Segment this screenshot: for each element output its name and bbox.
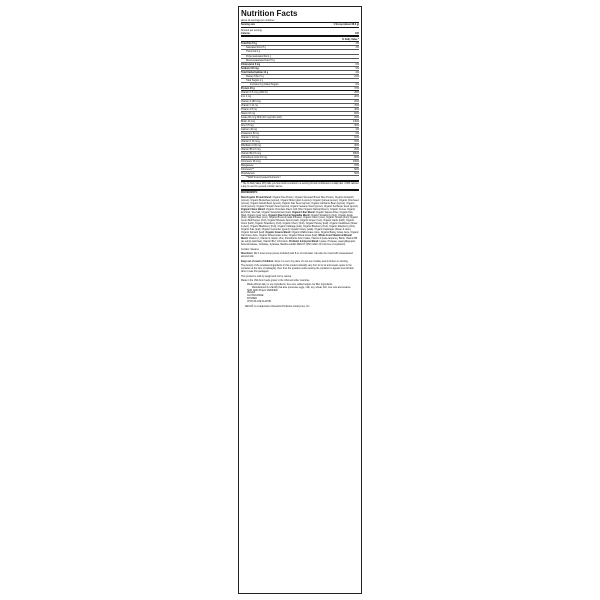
nutrient-daily-value: 0% xyxy=(355,82,359,86)
nutrient-label: Vitamin K 16 mcg xyxy=(241,139,260,143)
nutrient-daily-value: 20% xyxy=(354,95,359,99)
ingredient-blend-text: Organic Pea Protein, Organic Sprouted Brown Rice Protein, Organic Amaranth (sprout), Organic Buckwheat (sprout), Organic Millet (grain & sprout), Organic Quinoa (sprout), Organic Chia Seed (sprout), Organic Adzuki Bean (sprout), Organic Flax Seed (sprout), Organic Garbanzo Bean (sprout), Organic Lentil (sprout), Organic Pumpkin Seed (sprout), Organic Sesame Seed (sprout), Organic Sunflower Seed (sprout). xyxy=(241,196,359,208)
nutrition-facts-title: Nutrition Facts xyxy=(241,9,298,18)
ingredient-blend-name: Organic Raw Fruit & Vegetable Blend: xyxy=(268,214,311,217)
nutrient-label: Saturated Fat 0.5 g xyxy=(246,46,267,50)
ingredient-blend-text: Organic Strawberry (fruit), Organic Apple (fruit), Organic Beet (root), Organic Broccoli (stalk & flower), Organic Carrot (root), Organic Tomato (fruit), Organic Green Bell Pepper (fruit), Organic Brussels Sprout (leaf), Organic Ginger (root), Organic Garlic (bulb), Organic Onion (bulb), Organic Strawberry (fruit), Organic Cherry (fruit), Organic Parsley (leaf), Organic Cauliflower (flower & stem), Organic Blackberry (fruit), Organic Cabbage (leaf), Organic Blueberry (fruit), Organic Raspberry (fruit), Organic Kale (leaf), Organic Cucumber (gourd), Organic Celery (stalk), Organic Asparagus (flower & stem), Organic Spinach (leaf). xyxy=(241,214,358,235)
nutrient-label: Potassium 50 mg xyxy=(241,131,260,135)
nutrient-daily-value: 20% xyxy=(354,99,359,103)
nutrient-daily-value: 30% xyxy=(354,123,359,127)
nutrient-daily-value: 50% xyxy=(354,172,359,176)
nutrient-label: Niacin 10 mg xyxy=(241,111,255,115)
thick-divider xyxy=(241,189,359,191)
nutrient-daily-value: 20% xyxy=(354,148,359,152)
nutrient-row xyxy=(241,175,359,179)
ingredient-blend-text: Organic Tapioca Fiber, Organic Flax Meal, Organic Guar Gum. xyxy=(241,211,353,217)
nutrient-daily-value: 30% xyxy=(354,144,359,148)
nutrient-daily-value: 0% xyxy=(355,131,359,135)
sold-by-weight-note: This product is sold by weight and not by volume. xyxy=(241,275,292,278)
daily-value-footnote: * The % Daily Value (DV) tells you how much a nutrient in a serving of food contributes to a daily diet. 2,000 calories a day is used for general nutrition advice. xyxy=(241,182,359,188)
nutrient-label: Iron 4 mg xyxy=(241,95,252,99)
nutrient-label: Vitamin B6 0.3 mg xyxy=(241,148,261,152)
made-in-note: Made in the USA from foods grown in the USA and other countries. xyxy=(241,280,310,283)
daily-value-header: % Daily Value * xyxy=(341,37,359,41)
feature-text: GLUTEN-FREE xyxy=(247,295,264,298)
nutrient-label: Vitamin D 5 mcg (200 IU) xyxy=(241,91,268,95)
nutrient-label: Trans Fat 0 g xyxy=(246,50,261,54)
nutrient-label: Molybdenum xyxy=(241,172,255,176)
nutrient-daily-value: 9% xyxy=(355,66,359,70)
nutrient-label: Folate 60 mcg DFE (40 mcg folic acid) xyxy=(241,115,282,119)
serving-size-row xyxy=(241,22,359,26)
calories-row xyxy=(241,32,359,35)
nutrient-label: Dietary Fiber 6 g xyxy=(246,74,264,78)
nutrient-rows xyxy=(241,41,359,179)
nutrient-row xyxy=(241,86,359,90)
calories-label: Calories xyxy=(241,31,251,35)
nutrient-label: Total Fat 2.5 g xyxy=(241,42,257,46)
serving-size-value: 1 Scoop (about 38.6 g) xyxy=(333,23,359,26)
nutrient-label: Vitamin A 180 mcg xyxy=(241,99,261,103)
nutrient-daily-value: 15% xyxy=(354,164,359,168)
nutrient-label: Vitamin C 10 mg xyxy=(241,135,259,139)
nutrient-label: Total Sugars 2 g xyxy=(246,78,264,82)
ingredient-blend-text: Lipase, Protease, aspergillopepsin, beta-Glucanase, Cellulase, Xylanase, Bacillus subtilis DE111® (250 million CFU at time of expiration). xyxy=(241,241,356,247)
nutrient-label: Riboflavin 0.36 mg xyxy=(241,144,261,148)
amount-per-serving: Amount per serving xyxy=(241,28,262,32)
ingredient-blend-name: Organic Greens Blend: xyxy=(265,232,291,235)
nutrient-daily-value: 21% xyxy=(354,74,359,78)
nutrient-daily-value: 40% xyxy=(354,107,359,111)
ingredient-blend-name: Probiotic & Enzyme Blend: xyxy=(289,241,319,244)
directions-heading: Directions: xyxy=(241,253,254,256)
nutrient-daily-value: 90% xyxy=(354,156,359,160)
nutrient-label: Thiamin 0.5 mg xyxy=(241,107,258,111)
serving-size-label: Serving size xyxy=(241,23,255,26)
nutrition-facts-label xyxy=(238,6,362,594)
nutrient-daily-value: 60% xyxy=(354,168,359,172)
nutrient-daily-value: 25% xyxy=(354,91,359,95)
nutrient-label: Polyunsaturated Fat 1 g xyxy=(246,54,272,58)
ingredient-blend-name: Organic Fiber Blend: xyxy=(291,211,316,214)
feature-list xyxy=(241,284,359,305)
nutrient-daily-value: 37% xyxy=(354,86,359,90)
nutrient-daily-value: 70% xyxy=(354,103,359,107)
ingredient-blend-text: Organic Chocolate Flavor with Other Organic Natural Flavors, Organic Cocoa, Organic Erythritol, Sea Salt, Organic Stevia Extract (leaf). xyxy=(241,208,356,214)
nutrient-daily-value: 3% xyxy=(355,42,359,46)
nutrient-label: Chromium** xyxy=(241,168,254,172)
nutrient-label: Total Carbohydrate 12 g xyxy=(241,70,269,74)
nutrient-daily-value: 140% xyxy=(352,119,359,123)
nutrient-daily-value: 15% xyxy=(354,139,359,143)
nutrient-daily-value: 380% xyxy=(352,152,359,156)
directions xyxy=(241,253,359,259)
feature-text: CHOCOLATE FLAVOR xyxy=(247,301,272,304)
nutrient-daily-value: 100% xyxy=(352,160,359,164)
ingredients-text xyxy=(241,197,359,247)
nutrient-label: Cholesterol 0 mg xyxy=(241,62,261,66)
nutrient-daily-value: 3% xyxy=(355,46,359,50)
ingredients-heading: INGREDIENTS: xyxy=(241,192,258,195)
nutrient-daily-value: 20% xyxy=(354,115,359,119)
nutrient-label: Vitamin C 11 mg xyxy=(241,103,259,107)
nutrient-label: Vitamin B12 8 mcg xyxy=(241,152,262,156)
nutrient-daily-value: 4% xyxy=(355,127,359,131)
contains-statement: Contain: Sesame xyxy=(241,248,259,251)
directions-text: Mix 1 level scoop (scoop included) with 8 oz of cold water. Can also be mixed with unsweetened almond milk. xyxy=(241,253,353,259)
nutrient-label: Pantothenic Acid 4.5 mg xyxy=(241,156,267,160)
feature-subitem: ◦ Manufactured in a facility that also processes eggs, milk, soy, wheat, fish, tree nuts and sesame. xyxy=(252,287,359,290)
nutrient-daily-value: 60% xyxy=(354,111,359,115)
nutrient-label: Monounsaturated Fat 0.5 g xyxy=(246,58,275,62)
safety-warning-text: Store in a cool, dry place. Do not use if safety seal is broken or missing. xyxy=(273,260,349,263)
feature-item xyxy=(247,301,359,304)
nutrient-label: Zinc 3.5 mg xyxy=(241,123,254,127)
nutrient-label: Includes 0 g Added Sugars xyxy=(250,82,279,86)
trademark-note: DE111® is a trademark of Deerland Probiotics & Enzymes, Inc. xyxy=(245,305,310,308)
nutrient-label: **RAW Food-Created Nutrients™ xyxy=(246,176,282,180)
safety-warning xyxy=(241,261,359,264)
ingredient-blend-text: Organic Alfalfa Grass Juice, Organic Barley Grass Juice, Organic Oat Grass Juice, Organic Wheat Grass Juice, Organic Wheat Grass (leaf). xyxy=(241,232,359,238)
nutrient-label: Calcium 40 mg xyxy=(241,127,257,131)
nutrient-label: Sodium 210 mg xyxy=(241,66,259,70)
calories-value: 160 xyxy=(355,31,359,35)
feature-text: VEGAN xyxy=(247,292,256,295)
nutrient-label: Chromium 35 mcg xyxy=(241,160,261,164)
safety-warning-heading: Keep out of reach of children. xyxy=(241,260,274,263)
nutrient-label: Biotin 42 mcg xyxy=(241,119,256,123)
feature-text: Made without dairy or soy ingredients, free nuts, added sugars nor filler ingredients. xyxy=(247,283,333,286)
feature-text: NON GMO Project VERIFIED xyxy=(247,289,278,292)
nutrient-daily-value: 0% xyxy=(355,62,359,66)
ingredient-blend-name: Organic Flavor Blend: xyxy=(241,208,266,211)
density-note: The density of the powdered ingredients in this product naturally vary from lot to lot and require space in the container at the time of packaging. Over time the powders settle causing the container to appear less full than when it was first packaged. xyxy=(241,265,354,274)
ingredient-blend-text: Vitamin C, Vitamin E, Niacin, Zinc, Pantothenic Acid, Folate, Vitamin A (beta-carotene), Biotin, Vitamin B6 (as retinyl palmitate), Vitamin B12, Chromium. xyxy=(241,238,358,244)
nutrient-label: Protein 20 g xyxy=(241,86,255,90)
thick-divider xyxy=(241,180,359,182)
nutrient-daily-value: 4% xyxy=(355,70,359,74)
nutrient-daily-value: 10% xyxy=(354,135,359,139)
feature-text: KOSHER xyxy=(247,298,257,301)
servings-per-container: about 14 servings per container xyxy=(241,19,275,22)
nutrient-label: Manganese xyxy=(241,164,254,168)
ingredient-blend-name: Whole Food Vitamin & Mineral Blend: xyxy=(241,235,352,241)
ingredient-blend-name: Raw Organic Protein Blend: xyxy=(241,196,272,199)
